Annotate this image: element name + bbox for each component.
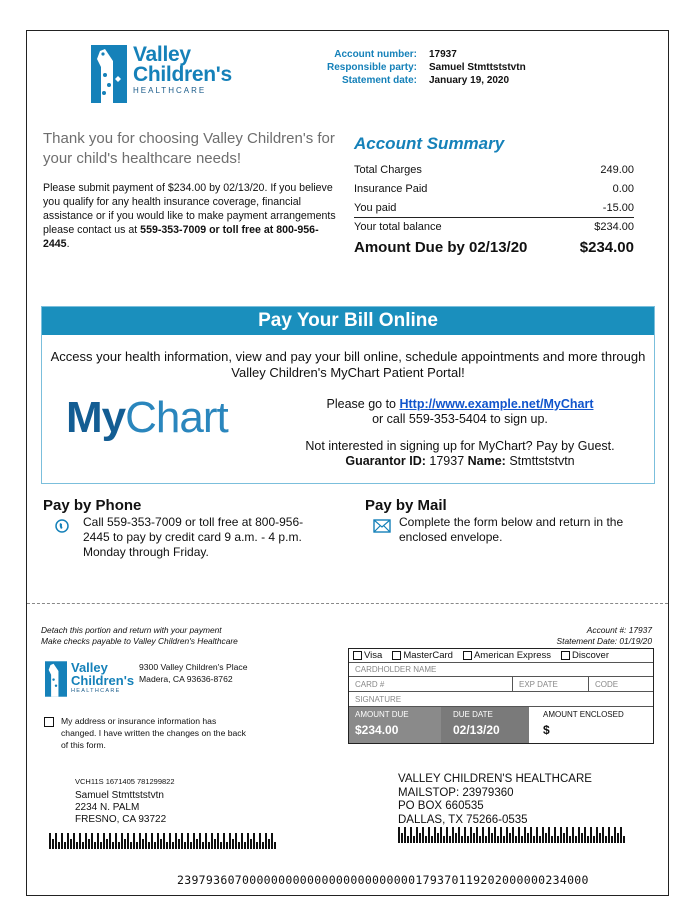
barcode-bar bbox=[241, 833, 243, 849]
barcode-bar bbox=[413, 836, 415, 843]
barcode-bar bbox=[455, 833, 457, 843]
pay-online-title: Pay Your Bill Online bbox=[42, 307, 654, 335]
barcode-bar bbox=[166, 842, 168, 849]
signup-instructions bbox=[290, 397, 630, 427]
barcode-bar bbox=[482, 827, 484, 843]
visa-checkbox[interactable] bbox=[353, 651, 362, 660]
barcode-bar bbox=[443, 836, 445, 843]
barcode-bar bbox=[587, 836, 589, 843]
barcode-bar bbox=[85, 833, 87, 849]
logo-line-2: Children's bbox=[133, 63, 232, 86]
pay-by-mail-text: Complete the form below and return in the enclosed envelope. bbox=[399, 515, 624, 544]
provider-address-line-2: Madera, CA 93636-8762 bbox=[139, 674, 233, 684]
responsible-party-label: Responsible party: bbox=[326, 62, 417, 73]
barcode-bar bbox=[202, 842, 204, 849]
barcode-bar bbox=[506, 827, 508, 843]
summary-row bbox=[354, 160, 634, 179]
barcode-bar bbox=[49, 833, 51, 849]
thank-you-message: Thank you for choosing Valley Children's for your child's healthcare needs! bbox=[43, 130, 335, 167]
statement-date-row bbox=[307, 74, 526, 87]
mychart-link[interactable]: Http://www.example.net/MyChart bbox=[399, 397, 594, 411]
barcode-bar bbox=[425, 836, 427, 843]
barcode-bar bbox=[190, 842, 192, 849]
barcode-bar bbox=[533, 836, 535, 843]
barcode-bar bbox=[422, 827, 424, 843]
barcode-bar bbox=[199, 833, 201, 849]
barcode-bar bbox=[115, 833, 117, 849]
detach-line bbox=[27, 603, 668, 604]
barcode-bar bbox=[268, 839, 270, 849]
barcode-bar bbox=[530, 827, 532, 843]
card-option-discover[interactable] bbox=[561, 650, 609, 661]
barcode-bar bbox=[470, 827, 472, 843]
barcode-bar bbox=[446, 827, 448, 843]
ocr-scanline: 239793607000000000000000000000000179370119202000000234000 bbox=[177, 873, 589, 887]
provider-address-line-1: 9300 Valley Children's Place bbox=[139, 662, 248, 672]
guest-line: Not interested in signing up for MyChart? Pay by Guest. bbox=[305, 439, 615, 453]
barcode-bar bbox=[139, 833, 141, 849]
barcode-bar bbox=[157, 833, 159, 849]
barcode-bar bbox=[79, 833, 81, 849]
account-number-value: 17937 bbox=[429, 49, 457, 60]
barcode-bar bbox=[235, 833, 237, 849]
payee-city: DALLAS, TX 75266-0535 bbox=[398, 813, 528, 826]
barcode-bar bbox=[608, 827, 610, 843]
pay-by-mail-title: Pay by Mail bbox=[365, 497, 447, 514]
mychart-logo-my: My bbox=[66, 393, 126, 442]
barcode-bar bbox=[428, 827, 430, 843]
payer-address bbox=[75, 776, 175, 826]
barcode-bar bbox=[512, 827, 514, 843]
barcode-bar bbox=[253, 833, 255, 849]
barcode-bar bbox=[581, 833, 583, 843]
barcode-bar bbox=[434, 827, 436, 843]
barcode-bar bbox=[256, 842, 258, 849]
summary-label: Total Charges bbox=[354, 163, 422, 176]
amount-row bbox=[349, 707, 653, 743]
stub-account-number: Account #: 17937 bbox=[586, 625, 652, 635]
amount-due-value: $234.00 bbox=[579, 238, 634, 256]
barcode-bar bbox=[407, 836, 409, 843]
barcode-bar bbox=[76, 842, 78, 849]
barcode-bar bbox=[479, 836, 481, 843]
barcode-bar bbox=[509, 833, 511, 843]
barcode-bar bbox=[103, 833, 105, 849]
barcode-bar bbox=[121, 833, 123, 849]
barcode-bar bbox=[148, 842, 150, 849]
barcode-bar bbox=[464, 827, 466, 843]
summary-value: -15.00 bbox=[602, 201, 634, 214]
summary-value: 0.00 bbox=[612, 182, 634, 195]
barcode-bar bbox=[226, 842, 228, 849]
barcode-bar bbox=[497, 836, 499, 843]
stub-logo-line-1: Valley bbox=[71, 660, 108, 675]
barcode-bar bbox=[145, 833, 147, 849]
goto-suffix: or call 559-353-5404 to sign up. bbox=[372, 412, 548, 426]
total-balance-row bbox=[354, 217, 634, 236]
barcode-bar bbox=[560, 827, 562, 843]
card-number-field[interactable]: CARD # bbox=[349, 677, 513, 691]
barcode-bar bbox=[458, 827, 460, 843]
cardholder-name-field[interactable]: CARDHOLDER NAME bbox=[349, 663, 653, 677]
barcode-bar bbox=[109, 833, 111, 849]
giraffe-logo-icon bbox=[91, 45, 127, 103]
statement-date-label: Statement date: bbox=[341, 75, 417, 86]
barcode-bar bbox=[208, 842, 210, 849]
barcode-bar bbox=[184, 842, 186, 849]
barcode-bar bbox=[118, 842, 120, 849]
barcode-bar bbox=[476, 827, 478, 843]
stub-brand-logo-text bbox=[71, 661, 134, 695]
exp-date-field[interactable]: EXP DATE bbox=[513, 677, 589, 691]
guest-pay-info bbox=[290, 439, 630, 469]
phone-icon bbox=[55, 519, 69, 533]
barcode-bar bbox=[73, 833, 75, 849]
barcode-bar bbox=[274, 842, 276, 849]
barcode-bar bbox=[527, 833, 529, 843]
summary-value: 249.00 bbox=[600, 163, 634, 176]
barcode-bar bbox=[106, 839, 108, 849]
barcode-bar bbox=[515, 836, 517, 843]
logo-line-1: Valley bbox=[133, 43, 191, 66]
amex-label: American Express bbox=[473, 650, 552, 661]
mychart-logo-chart: Chart bbox=[125, 393, 228, 442]
summary-label: You paid bbox=[354, 201, 397, 214]
stub-amount-due-label: AMOUNT DUE bbox=[355, 710, 409, 719]
barcode-bar bbox=[590, 827, 592, 843]
barcode-bar bbox=[518, 827, 520, 843]
total-balance-label: Your total balance bbox=[354, 221, 442, 233]
stub-due-date-label: DUE DATE bbox=[453, 710, 493, 719]
barcode-bar bbox=[551, 836, 553, 843]
summary-row bbox=[354, 198, 634, 217]
address-change-text: My address or insurance information has changed. I have written the changes on the back of this form. bbox=[61, 716, 246, 750]
pay-by-phone-text: Call 559-353-7009 or toll free at 800-956-2445 to pay by credit card 9 a.m. - 4 p.m. Monday through Friday. bbox=[83, 515, 304, 559]
barcode-bar bbox=[536, 827, 538, 843]
barcode-bar bbox=[431, 836, 433, 843]
barcode-bar bbox=[440, 827, 442, 843]
barcode-bar bbox=[211, 833, 213, 849]
barcode-bar bbox=[67, 833, 69, 849]
barcode-bar bbox=[262, 842, 264, 849]
giraffe-logo-icon bbox=[45, 661, 67, 697]
barcode-bar bbox=[491, 833, 493, 843]
barcode-bar bbox=[419, 833, 421, 843]
code-field[interactable]: CODE bbox=[595, 680, 619, 689]
responsible-party-value: Samuel Stmttststvtn bbox=[429, 62, 526, 73]
barcode-bar bbox=[160, 839, 162, 849]
barcode-bar bbox=[217, 833, 219, 849]
barcode-bar bbox=[521, 836, 523, 843]
barcode-bar bbox=[100, 842, 102, 849]
detach-line-2: Make checks payable to Valley Children's Healthcare bbox=[41, 636, 238, 646]
barcode-bar bbox=[611, 836, 613, 843]
signature-field[interactable]: SIGNATURE bbox=[349, 692, 653, 707]
barcode-bar bbox=[112, 842, 114, 849]
card-option-amex[interactable] bbox=[463, 650, 551, 661]
payee-address bbox=[398, 773, 592, 827]
amex-checkbox[interactable] bbox=[463, 651, 472, 660]
barcode-bar bbox=[452, 827, 454, 843]
barcode-bar bbox=[503, 836, 505, 843]
account-summary bbox=[354, 134, 634, 258]
statement-date-value: January 19, 2020 bbox=[429, 75, 510, 86]
barcode-bar bbox=[163, 833, 165, 849]
envelope-icon bbox=[373, 519, 391, 533]
barcode-bar bbox=[187, 833, 189, 849]
barcode-bar bbox=[94, 842, 96, 849]
barcode-bar bbox=[485, 836, 487, 843]
payer-street: 2234 N. PALM bbox=[75, 802, 140, 813]
payer-postal-barcode bbox=[49, 833, 276, 849]
barcode-bar bbox=[52, 839, 54, 849]
barcode-bar bbox=[205, 833, 207, 849]
payee-box: PO BOX 660535 bbox=[398, 800, 484, 812]
payee-mailstop: MAILSTOP: 23979360 bbox=[398, 786, 514, 799]
payment-instructions-end: . bbox=[66, 238, 70, 250]
statement-page bbox=[26, 30, 669, 896]
barcode-bar bbox=[88, 839, 90, 849]
discover-label: Discover bbox=[572, 650, 609, 661]
pay-online-intro: Access your health information, view and pay your bill online, schedule appointments and more through Valley Children's MyChart Patient Portal! bbox=[50, 349, 646, 380]
amount-due-label: Amount Due by 02/13/20 bbox=[354, 238, 528, 256]
card-option-visa[interactable] bbox=[353, 650, 382, 661]
barcode-bar bbox=[238, 842, 240, 849]
barcode-bar bbox=[398, 827, 400, 843]
barcode-bar bbox=[172, 842, 174, 849]
card-type-row bbox=[349, 649, 653, 663]
barcode-bar bbox=[554, 827, 556, 843]
card-option-mastercard[interactable] bbox=[392, 650, 453, 661]
barcode-bar bbox=[416, 827, 418, 843]
barcode-bar bbox=[542, 827, 544, 843]
barcode-bar bbox=[539, 836, 541, 843]
barcode-bar bbox=[494, 827, 496, 843]
barcode-bar bbox=[130, 842, 132, 849]
barcode-bar bbox=[136, 842, 138, 849]
detach-instructions bbox=[41, 625, 238, 647]
mastercard-label: MasterCard bbox=[403, 650, 453, 661]
barcode-bar bbox=[271, 833, 273, 849]
responsible-party-row bbox=[307, 61, 526, 74]
barcode-bar bbox=[410, 827, 412, 843]
barcode-bar bbox=[178, 839, 180, 849]
barcode-bar bbox=[620, 827, 622, 843]
mastercard-checkbox[interactable] bbox=[392, 651, 401, 660]
payee-name: VALLEY CHILDREN'S HEALTHCARE bbox=[398, 773, 592, 785]
account-number-label: Account number: bbox=[334, 49, 417, 60]
barcode-bar bbox=[196, 839, 198, 849]
barcode-bar bbox=[596, 827, 598, 843]
barcode-bar bbox=[461, 836, 463, 843]
guarantor-name: Stmttststvtn bbox=[509, 454, 575, 468]
logo-line-3: HEALTHCARE bbox=[133, 86, 207, 95]
barcode-bar bbox=[545, 833, 547, 843]
address-change-checkbox[interactable] bbox=[44, 717, 54, 727]
due-date-box bbox=[441, 707, 529, 743]
guarantor-name-label: Name: bbox=[467, 454, 506, 468]
barcode-bar bbox=[500, 827, 502, 843]
barcode-bar bbox=[64, 842, 66, 849]
payer-city: FRESNO, CA 93722 bbox=[75, 814, 167, 825]
pay-online-panel bbox=[41, 306, 655, 484]
barcode-bar bbox=[617, 833, 619, 843]
barcode-bar bbox=[467, 836, 469, 843]
stub-statement-date: Statement Date: 01/19/20 bbox=[556, 636, 652, 646]
barcode-bar bbox=[557, 836, 559, 843]
barcode-bar bbox=[548, 827, 550, 843]
barcode-bar bbox=[569, 836, 571, 843]
stub-logo-line-3: HEALTHCARE bbox=[71, 688, 121, 694]
barcode-bar bbox=[223, 833, 225, 849]
barcode-bar bbox=[572, 827, 574, 843]
barcode-bar bbox=[614, 827, 616, 843]
payment-instructions-text: Please submit payment of $234.00 by 02/13/20. If you believe you qualify for any health insurance coverage, financial assistance or if you would like to make payment arrangements please contact us at bbox=[43, 182, 336, 236]
payer-code: VCH11S 1671405 781299822 bbox=[75, 777, 175, 786]
barcode-bar bbox=[473, 833, 475, 843]
barcode-bar bbox=[82, 842, 84, 849]
detach-line-1: Detach this portion and return with your payment bbox=[41, 625, 222, 635]
account-number-row bbox=[307, 48, 526, 61]
contact-phone: 559-353-7009 or toll free at 800-956-2445 bbox=[43, 224, 319, 250]
card-number-row bbox=[349, 677, 653, 692]
discover-checkbox[interactable] bbox=[561, 651, 570, 660]
barcode-bar bbox=[437, 833, 439, 843]
stub-due-date-value: 02/13/20 bbox=[453, 723, 500, 737]
summary-row bbox=[354, 179, 634, 198]
amount-enclosed-label: AMOUNT ENCLOSED bbox=[543, 710, 624, 719]
barcode-bar bbox=[265, 833, 267, 849]
visa-label: Visa bbox=[364, 650, 383, 661]
barcode-bar bbox=[599, 833, 601, 843]
brand-logo-text bbox=[133, 45, 232, 97]
mychart-logo bbox=[66, 393, 228, 443]
barcode-bar bbox=[55, 833, 57, 849]
amount-due-row bbox=[354, 236, 634, 258]
barcode-bar bbox=[623, 836, 625, 843]
stub-account-info bbox=[557, 625, 652, 647]
total-balance-value: $234.00 bbox=[594, 221, 634, 233]
barcode-bar bbox=[193, 833, 195, 849]
barcode-bar bbox=[575, 836, 577, 843]
payee-postal-barcode bbox=[398, 827, 625, 843]
barcode-bar bbox=[154, 842, 156, 849]
barcode-bar bbox=[133, 833, 135, 849]
barcode-bar bbox=[578, 827, 580, 843]
barcode-bar bbox=[70, 839, 72, 849]
barcode-bar bbox=[488, 827, 490, 843]
guarantor-id: 17937 bbox=[429, 454, 465, 468]
barcode-bar bbox=[124, 839, 126, 849]
barcode-bar bbox=[181, 833, 183, 849]
barcode-bar bbox=[563, 833, 565, 843]
provider-address bbox=[139, 661, 248, 685]
card-payment-form bbox=[348, 648, 654, 744]
barcode-bar bbox=[584, 827, 586, 843]
barcode-bar bbox=[524, 827, 526, 843]
barcode-bar bbox=[97, 833, 99, 849]
goto-prefix: Please go to bbox=[326, 397, 400, 411]
barcode-bar bbox=[404, 827, 406, 843]
pay-by-phone-title: Pay by Phone bbox=[43, 497, 142, 514]
barcode-bar bbox=[602, 827, 604, 843]
barcode-bar bbox=[151, 833, 153, 849]
account-summary-title: Account Summary bbox=[354, 134, 505, 153]
payment-instructions bbox=[43, 181, 339, 251]
amount-enclosed-value: $ bbox=[543, 723, 550, 737]
summary-label: Insurance Paid bbox=[354, 182, 428, 195]
barcode-bar bbox=[229, 833, 231, 849]
barcode-bar bbox=[566, 827, 568, 843]
barcode-bar bbox=[250, 839, 252, 849]
barcode-bar bbox=[401, 833, 403, 843]
barcode-bar bbox=[58, 842, 60, 849]
stub-logo-line-2: Children's bbox=[71, 673, 135, 688]
barcode-bar bbox=[91, 833, 93, 849]
amount-due-box bbox=[349, 707, 441, 743]
barcode-bar bbox=[61, 833, 63, 849]
payer-name: Samuel Stmttststvtn bbox=[75, 790, 164, 801]
account-info bbox=[307, 48, 526, 87]
barcode-bar bbox=[214, 839, 216, 849]
barcode-bar bbox=[175, 833, 177, 849]
barcode-bar bbox=[247, 833, 249, 849]
barcode-bar bbox=[244, 842, 246, 849]
barcode-bar bbox=[232, 839, 234, 849]
barcode-bar bbox=[220, 842, 222, 849]
amount-enclosed-field[interactable] bbox=[535, 707, 655, 743]
stub-amount-due-value: $234.00 bbox=[355, 723, 399, 737]
barcode-bar bbox=[142, 839, 144, 849]
barcode-bar bbox=[449, 836, 451, 843]
barcode-bar bbox=[127, 833, 129, 849]
barcode-bar bbox=[605, 836, 607, 843]
barcode-bar bbox=[593, 836, 595, 843]
guarantor-label: Guarantor ID: bbox=[345, 454, 426, 468]
barcode-bar bbox=[259, 833, 261, 849]
barcode-bar bbox=[169, 833, 171, 849]
